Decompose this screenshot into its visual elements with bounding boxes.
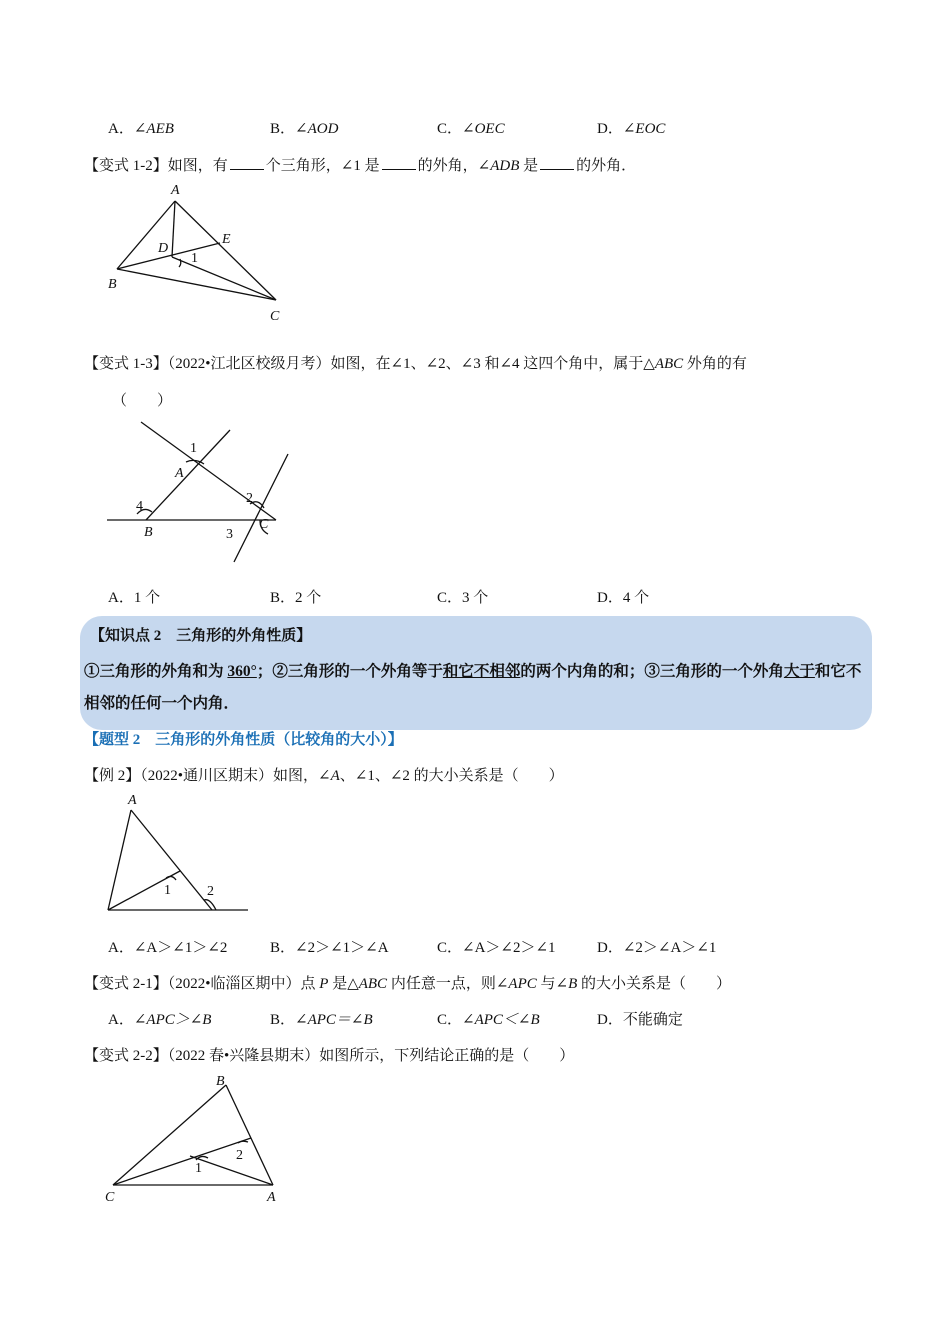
variant-1-3-question: 【变式 1-3】（2022•江北区校级月考）如图，在∠1、∠2、∠3 和∠4 这四个角中，属于△ABC 外角的有 [84, 356, 747, 372]
segment-bc [117, 269, 276, 300]
segment-ab [117, 201, 175, 269]
type-2-heading: 【题型 2 三角形的外角性质（比较角的大小）】 [84, 732, 403, 748]
knowledge-body: ①三角形的外角和为 360°；②三角形的一个外角等于和它不相邻的两个内角的和；③三角形的一个外角大于和它不相邻的任何一个内角． [84, 663, 862, 712]
line-through-ab [146, 430, 230, 520]
v21-option-a[interactable]: A．∠APC＞∠B [108, 1012, 212, 1028]
label-a: A [128, 793, 137, 808]
label-d: D [158, 241, 169, 256]
v13-option-d[interactable]: D．4 个 [597, 590, 650, 606]
q0-option-b[interactable]: B．∠AOD [270, 121, 339, 137]
label-a: A [175, 466, 184, 481]
angle-2-arc [238, 1141, 248, 1143]
knowledge-title: 【知识点 2 三角形的外角性质】 [90, 628, 312, 644]
segment-a-inner [190, 1156, 273, 1185]
label-angle-2: 2 [246, 491, 253, 506]
v13-option-b[interactable]: B．2 个 [270, 590, 322, 606]
label-b: B [108, 277, 117, 292]
q0-option-c[interactable]: C．∠OEC [437, 121, 505, 137]
label-angle-3: 3 [226, 527, 233, 542]
example-2-figure [100, 790, 260, 920]
label-angle-2: 2 [207, 884, 214, 899]
segment-be [117, 243, 220, 269]
label-c: C [259, 517, 269, 532]
variant-1-2-figure [100, 180, 300, 328]
line-through-c [234, 454, 288, 562]
label-e: E [222, 232, 231, 247]
side-left [108, 810, 131, 910]
segment-c-inner [113, 1138, 251, 1185]
variant-2-1-question: 【变式 2-1】（2022•临淄区期中）点 P 是△ABC 内任意一点，则∠APC 与∠B 的大小关系是（ ） [84, 976, 732, 992]
label-b: B [144, 525, 153, 540]
ex2-option-d[interactable]: D．∠2＞∠A＞∠1 [597, 940, 717, 956]
label-angle-1: 1 [164, 883, 171, 898]
label-angle-1: 1 [195, 1161, 202, 1176]
label-b: B [216, 1074, 225, 1089]
label-a: A [267, 1190, 276, 1205]
v21-option-b[interactable]: B．∠APC＝∠B [270, 1012, 373, 1028]
angle-1-arc [196, 1156, 208, 1160]
line-through-ac [141, 422, 276, 520]
q0-option-d[interactable]: D．∠EOC [597, 121, 666, 137]
example-2-question: 【例 2】（2022•通川区期末）如图，∠A、∠1、∠2 的大小关系是（ ） [84, 768, 564, 784]
label-angle-1: 1 [190, 441, 197, 456]
variant-2-2-figure [100, 1068, 290, 1208]
v21-option-d[interactable]: D．不能确定 [597, 1012, 683, 1028]
v13-option-a[interactable]: A．1 个 [108, 590, 161, 606]
label-c: C [270, 309, 280, 324]
q0-option-a[interactable]: A．∠AEB [108, 121, 174, 137]
variant-1-2-question: 【变式 1-2】如图，有 个三角形，∠1 是 的外角，∠ADB 是 的外角． [84, 154, 636, 175]
ex2-option-a[interactable]: A．∠A＞∠1＞∠2 [108, 940, 228, 956]
side-ba [226, 1085, 273, 1185]
segment-ad [172, 201, 175, 257]
side-bc [113, 1085, 226, 1185]
variant-1-3-figure [100, 412, 300, 568]
answer-blank[interactable] [382, 155, 416, 170]
answer-blank[interactable] [540, 155, 574, 170]
label-a: A [171, 183, 180, 198]
answer-paren[interactable]: （ ） [112, 393, 173, 409]
knowledge-point-box [80, 616, 872, 730]
side-right [131, 810, 212, 910]
v13-option-c[interactable]: C．3 个 [437, 590, 489, 606]
variant-2-2-question: 【变式 2-2】（2022 春•兴隆县期末）如图所示，下列结论正确的是（ ） [84, 1048, 575, 1064]
ex2-option-c[interactable]: C．∠A＞∠2＞∠1 [437, 940, 556, 956]
v21-option-c[interactable]: C．∠APC＜∠B [437, 1012, 540, 1028]
label-c: C [105, 1190, 115, 1205]
label-angle-1: 1 [191, 251, 198, 266]
answer-blank[interactable] [230, 155, 264, 170]
segment-dc [172, 257, 276, 300]
ex2-option-b[interactable]: B．∠2＞∠1＞∠A [270, 940, 389, 956]
label-angle-4: 4 [136, 499, 143, 514]
label-angle-2: 2 [236, 1148, 243, 1163]
